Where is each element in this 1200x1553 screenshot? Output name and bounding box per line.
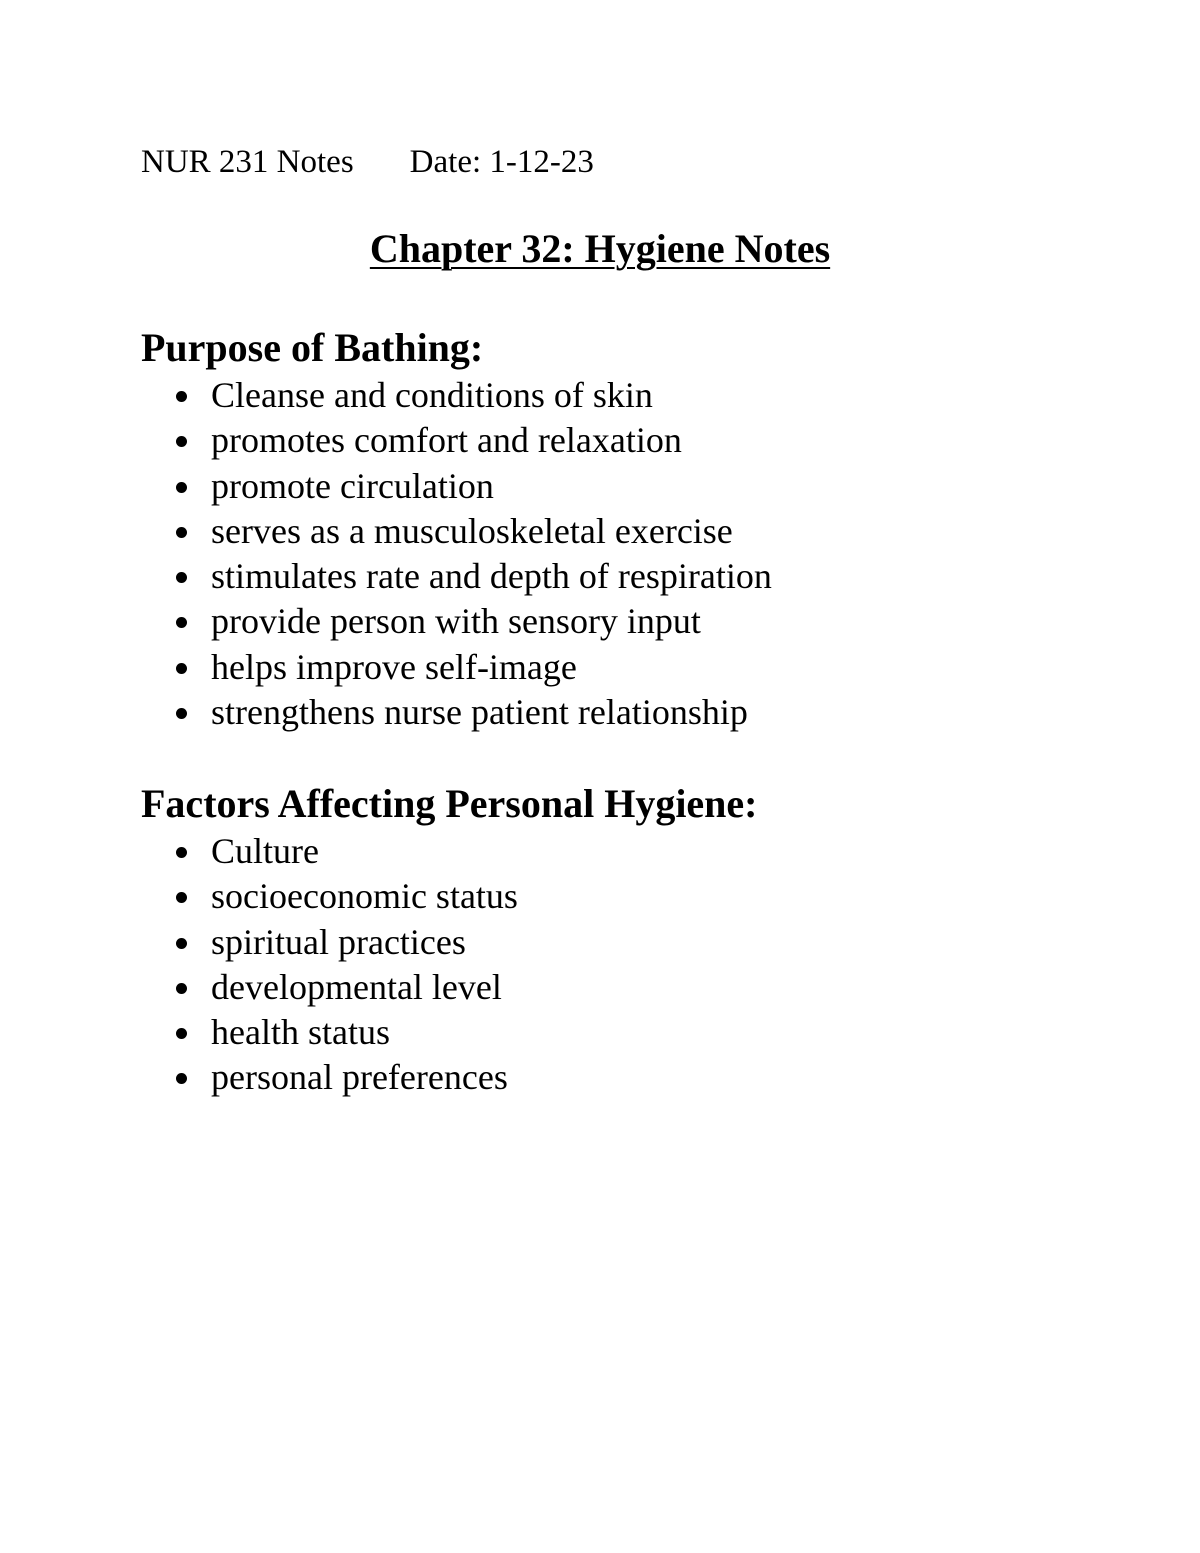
bullet-icon <box>176 527 187 538</box>
bullet-icon <box>176 572 187 583</box>
list-item <box>141 874 518 919</box>
list-item-text: provide person with sensory input <box>211 601 701 642</box>
list-item-text: stimulates rate and depth of respiration <box>211 556 772 597</box>
list-item <box>141 373 772 418</box>
bullet-icon <box>176 983 187 994</box>
list-item-text: Cleanse and conditions of skin <box>211 375 653 415</box>
list-item-text: spiritual practices <box>211 921 466 962</box>
list-item <box>141 829 518 874</box>
bullet-icon <box>176 391 187 402</box>
course-label: NUR 231 Notes <box>141 144 354 180</box>
bullet-list-purpose-of-bathing <box>141 373 772 735</box>
list-item <box>141 554 772 599</box>
list-item-text: socioeconomic status <box>211 876 518 917</box>
list-item-text: promotes comfort and relaxation <box>211 420 682 461</box>
date-label: Date: 1-12-23 <box>409 144 594 180</box>
bullet-icon <box>176 436 187 447</box>
list-item <box>141 645 772 690</box>
bullet-icon <box>176 617 187 628</box>
bullet-icon <box>176 847 187 858</box>
section-heading-factors-affecting-hygiene: Factors Affecting Personal Hygiene: <box>141 781 758 826</box>
list-item-text: promote circulation <box>211 465 494 506</box>
list-item-text: developmental level <box>211 966 502 1007</box>
list-item <box>141 690 772 735</box>
list-item <box>141 1010 518 1055</box>
list-item-text: serves as a musculoskeletal exercise <box>211 510 733 551</box>
list-item <box>141 965 518 1010</box>
list-item-text: personal preferences <box>211 1057 508 1098</box>
list-item-text: health status <box>211 1012 390 1053</box>
page-title: Chapter 32: Hygiene Notes <box>369 226 831 271</box>
list-item <box>141 418 772 463</box>
bullet-icon <box>176 708 187 719</box>
bullet-icon <box>176 1073 187 1084</box>
list-item-text: Culture <box>211 831 319 871</box>
bullet-list-factors-affecting-hygiene <box>141 829 518 1101</box>
header-line <box>141 142 594 182</box>
list-item <box>141 464 772 509</box>
bullet-icon <box>176 663 187 674</box>
section-heading-purpose-of-bathing: Purpose of Bathing: <box>141 325 484 370</box>
bullet-icon <box>176 1028 187 1039</box>
bullet-icon <box>176 892 187 903</box>
list-item <box>141 1055 518 1100</box>
list-item <box>141 920 518 965</box>
list-item-text: strengthens nurse patient relationship <box>211 692 748 733</box>
list-item <box>141 509 772 554</box>
list-item-text: helps improve self-image <box>211 646 577 687</box>
list-item <box>141 599 772 644</box>
bullet-icon <box>176 938 187 949</box>
bullet-icon <box>176 482 187 493</box>
